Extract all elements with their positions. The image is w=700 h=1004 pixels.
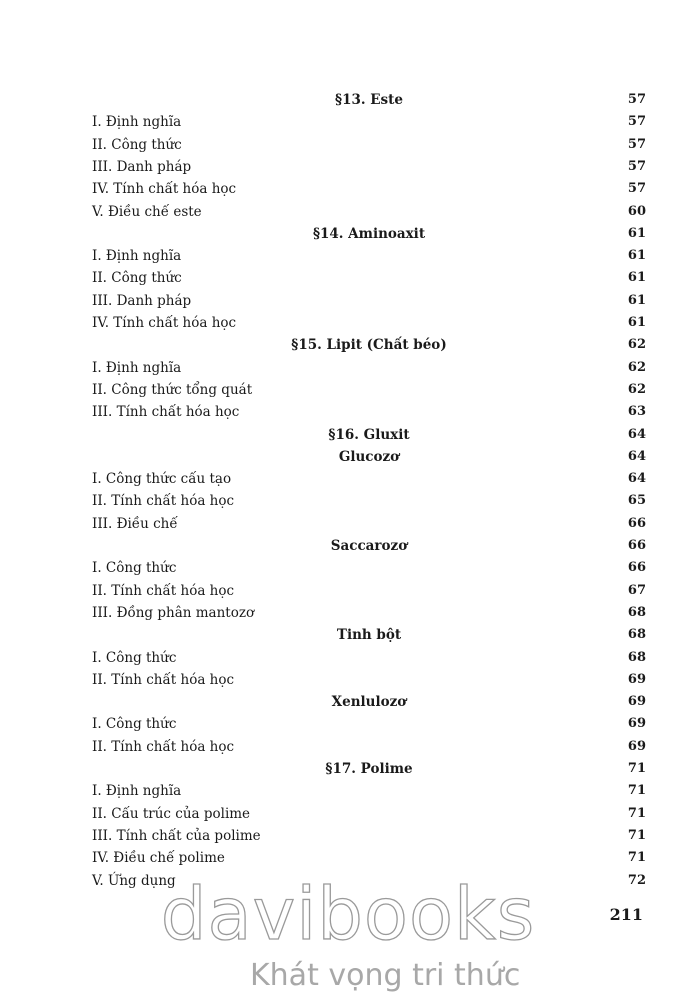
toc-label: §14. Aminoaxit: [312, 225, 426, 242]
watermark-tagline: Khát vọng tri thức: [250, 958, 521, 993]
toc-page-number: 57: [627, 158, 646, 174]
toc-entry: [92, 603, 646, 623]
toc-entry: [92, 179, 646, 199]
toc-page-number: 62: [627, 337, 646, 353]
toc-label: IV. Điều chế polime: [92, 850, 225, 867]
toc-entry: [92, 781, 646, 801]
toc-page-number: 71: [627, 805, 646, 821]
toc-label: I. Công thức: [92, 649, 177, 666]
toc-page-number: 69: [627, 716, 646, 732]
toc-heading: [92, 692, 646, 712]
toc-heading: [92, 425, 646, 445]
toc-page-number: 66: [627, 515, 646, 531]
toc-page-number: 61: [627, 225, 646, 241]
toc-heading: [92, 536, 646, 556]
toc-page-number: 62: [627, 381, 646, 397]
toc-entry: [92, 826, 646, 846]
toc-entry: [92, 514, 646, 534]
toc-entry: [92, 313, 646, 333]
watermark-logo: [0, 870, 700, 1004]
toc-label: III. Tính chất hóa học: [92, 404, 240, 421]
toc-page-number: 62: [627, 359, 646, 375]
toc-label: §17. Polime: [325, 761, 413, 777]
toc-entry: [92, 469, 646, 489]
toc-entry: [92, 737, 646, 757]
toc-page-number: 66: [627, 560, 646, 576]
toc-label: II. Công thức: [92, 270, 182, 287]
toc-heading: [92, 447, 646, 467]
toc-page-number: 61: [627, 248, 646, 264]
toc-page-number: 64: [627, 448, 646, 464]
toc-heading: [92, 224, 646, 244]
toc-page-number: 71: [627, 783, 646, 799]
toc-page-number: 61: [627, 270, 646, 286]
toc-entry: [92, 804, 646, 824]
toc-label: II. Công thức: [92, 136, 182, 153]
toc-label: III. Danh pháp: [92, 158, 192, 175]
toc-page-number: 72: [627, 872, 646, 888]
toc-entry: [92, 157, 646, 177]
toc-entry: [92, 581, 646, 601]
toc-label: II. Tính chất hóa học: [92, 738, 235, 755]
toc-label: Xenlulozơ: [331, 694, 407, 711]
toc-label: V. Điều chế este: [92, 203, 202, 220]
toc-label: Tinh bột: [336, 627, 402, 644]
page-number: 211: [609, 905, 643, 924]
watermark-brand: davibooks: [160, 872, 536, 956]
toc-page-number: 63: [627, 404, 646, 420]
toc-entry: [92, 358, 646, 378]
toc-entry: [92, 112, 646, 132]
toc-entry: [92, 714, 646, 734]
toc-label: I. Định nghĩa: [92, 114, 182, 131]
toc-page-number: 69: [627, 738, 646, 754]
toc-entry: [92, 491, 646, 511]
toc-entry: [92, 246, 646, 266]
toc-heading: [92, 90, 646, 110]
toc-label: II. Công thức tổng quát: [92, 381, 253, 398]
toc-label: II. Tính chất hóa học: [92, 582, 235, 599]
toc-page-number: 57: [627, 92, 646, 107]
toc-label: I. Định nghĩa: [92, 359, 182, 376]
toc-label: §15. Lipit (Chất béo): [291, 337, 447, 354]
toc-page-number: 67: [627, 582, 646, 598]
toc-page-number: 66: [627, 538, 646, 553]
toc-heading: [92, 625, 646, 645]
toc-entry: [92, 402, 646, 422]
toc-label: §16. Gluxit: [328, 426, 410, 443]
toc-entry: [92, 135, 646, 155]
toc-label: I. Định nghĩa: [92, 783, 182, 800]
toc-entry: [92, 848, 646, 868]
toc-page-number: 60: [627, 203, 646, 219]
toc-label: I. Công thức cấu tạo: [92, 471, 232, 488]
toc-label: II. Cấu trúc của polime: [92, 805, 251, 822]
toc-page-number: 71: [627, 850, 646, 866]
toc-label: Saccarozơ: [330, 538, 408, 554]
toc-label: V. Ứng dụng: [92, 872, 176, 889]
toc-label: III. Đồng phân mantozơ: [92, 604, 255, 621]
toc-label: III. Tính chất của polime: [92, 827, 261, 844]
toc-page-number: 68: [627, 627, 646, 643]
toc-entry: [92, 202, 646, 222]
toc-label: Glucozơ: [338, 448, 400, 465]
toc-page-number: 69: [627, 694, 646, 710]
toc-page-number: 57: [627, 114, 646, 130]
toc-page-number: 64: [627, 426, 646, 442]
toc-entry: [92, 268, 646, 288]
toc-page-number: 68: [627, 649, 646, 665]
toc-label: IV. Tính chất hóa học: [92, 181, 237, 198]
toc-entry: [92, 670, 646, 690]
toc-label: II. Tính chất hóa học: [92, 671, 235, 688]
toc-page-number: 57: [627, 136, 646, 152]
toc-entry: [92, 648, 646, 668]
toc-label: II. Tính chất hóa học: [92, 493, 235, 510]
toc-heading: [92, 759, 646, 779]
toc-entry: [92, 558, 646, 578]
toc-page-number: 61: [627, 292, 646, 308]
toc-label: I. Định nghĩa: [92, 248, 182, 265]
toc-label: III. Danh pháp: [92, 292, 192, 309]
toc-page-number: 69: [627, 671, 646, 687]
toc-page-number: 57: [627, 181, 646, 197]
toc-entry: [92, 380, 646, 400]
toc-page-number: 71: [627, 761, 646, 776]
toc-heading: [92, 335, 646, 355]
toc-label: I. Công thức: [92, 716, 177, 733]
toc-label: IV. Tính chất hóa học: [92, 315, 237, 331]
toc-page-number: 65: [627, 493, 646, 509]
toc-label: I. Công thức: [92, 560, 177, 577]
toc-page-number: 61: [627, 315, 646, 330]
toc-label: §13. Este: [335, 92, 403, 108]
toc-page-number: 71: [627, 827, 646, 843]
toc-page-number: 64: [627, 471, 646, 487]
toc-page-number: 68: [627, 604, 646, 620]
toc-entry: [92, 291, 646, 311]
toc-label: III. Điều chế: [92, 515, 178, 532]
